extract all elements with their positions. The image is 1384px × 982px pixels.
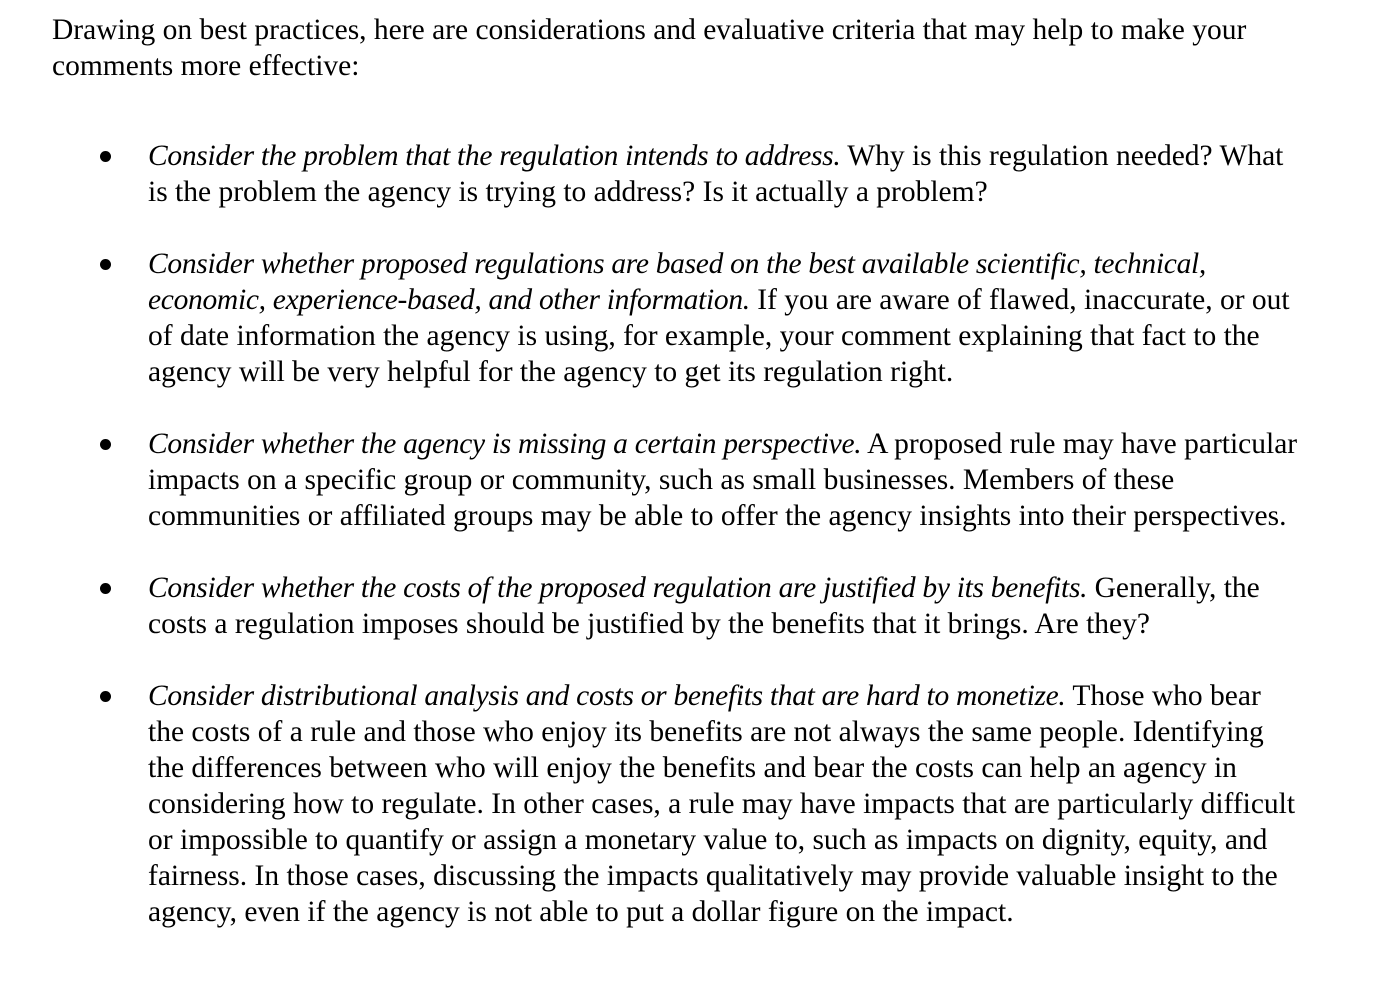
item-lead: Consider whether proposed regulations are based on the best available scientific, technical, economic, experience-based, and other information.: [148, 248, 1206, 316]
bullet-icon: [100, 691, 111, 702]
considerations-list: [52, 138, 1352, 930]
item-lead: Consider the problem that the regulation intends to address.: [148, 140, 841, 172]
list-item: [52, 246, 1298, 390]
list-item: [52, 426, 1298, 534]
bullet-icon: [100, 259, 111, 270]
document-page: [52, 12, 1352, 930]
list-item: [52, 138, 1298, 210]
item-body: Generally, the costs a regulation imposes should be justified by the benefits that it brings. Are they?: [148, 572, 1260, 640]
item-body: A proposed rule may have particular impacts on a specific group or community, such as small businesses. Members of these communities or affiliated groups may be able to offer the agency insights into their perspectives.: [148, 428, 1298, 532]
bullet-icon: [100, 439, 111, 450]
item-body: Those who bear the costs of a rule and those who enjoy its benefits are not always the same people. Identifying the differences between who will enjoy the benefits and bear the costs can help an agency in considering how to regulate. In other cases, a rule may have impacts that are particularly difficult or impossible to quantify or assign a monetary value to, such as impacts on dignity, equity, and fairness. In those cases, discussing the impacts qualitatively may provide valuable insight to the agency, even if the agency is not able to put a dollar figure on the impact.: [148, 680, 1296, 928]
bullet-icon: [100, 151, 111, 162]
intro-paragraph: Drawing on best practices, here are considerations and evaluative criteria that may help to make your comments more effective:: [52, 14, 1247, 82]
item-lead: Consider whether the agency is missing a certain perspective.: [148, 428, 862, 460]
bullet-icon: [100, 583, 111, 594]
item-body: If you are aware of flawed, inaccurate, or out of date information the agency is using, for example, your comment explaining that fact to the agency will be very helpful for the agency to get its regulation right.: [148, 284, 1290, 388]
item-lead: Consider distributional analysis and costs or benefits that are hard to monetize.: [148, 680, 1066, 712]
item-lead: Consider whether the costs of the proposed regulation are justified by its benefits.: [148, 572, 1088, 604]
item-body: Why is this regulation needed? What is the problem the agency is trying to address? Is it actually a problem?: [148, 140, 1284, 208]
list-item: [52, 678, 1298, 930]
list-item: [52, 570, 1298, 642]
